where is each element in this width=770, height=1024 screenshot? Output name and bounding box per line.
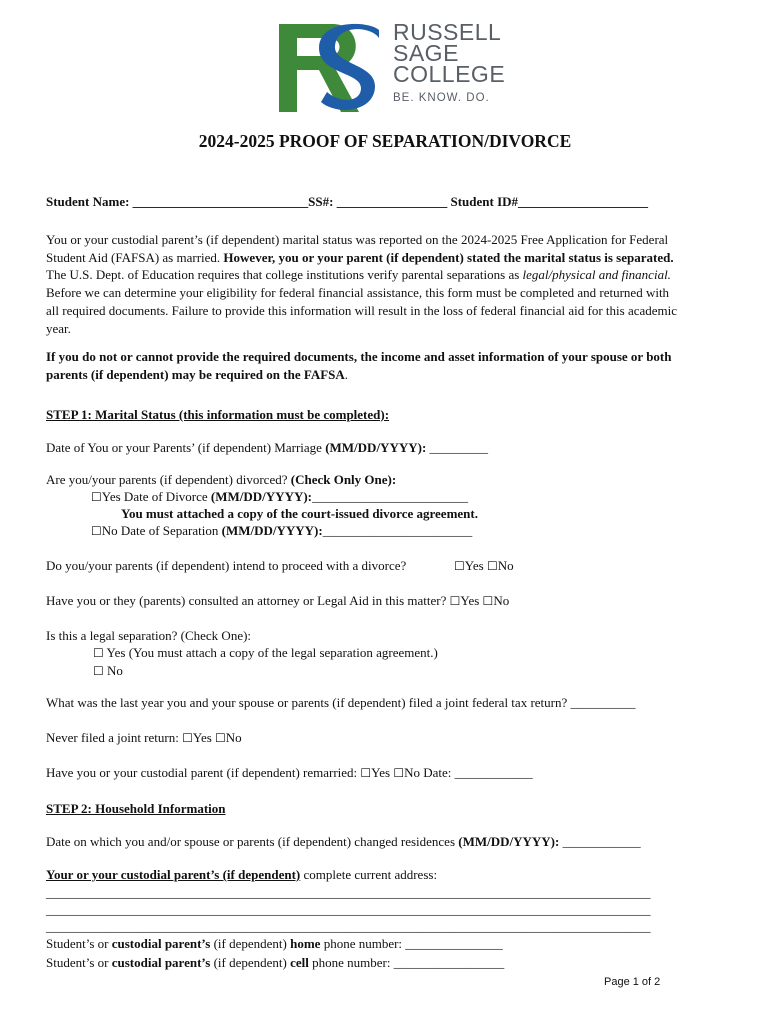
residence-change-line [46, 833, 641, 850]
legal-yes-line [93, 644, 438, 662]
divorce-date-label: Yes Date of Divorce [101, 489, 211, 504]
logo-line-sage: SAGE [393, 40, 459, 66]
address-label-emphasis: Your or your custodial parent’s (if dependent) [46, 867, 301, 882]
divorce-date-field[interactable]: ________________________ [312, 489, 469, 504]
date-format-label: (MM/DD/YYYY): [210, 489, 313, 504]
remarried-label: Have you or your custodial parent (if dependent) remarried: [46, 765, 361, 780]
separation-date-field[interactable]: _______________________ [322, 523, 473, 538]
legal-no-checkbox[interactable]: ☐ [93, 664, 104, 678]
separation-date-label: No Date of Separation [101, 523, 222, 538]
check-one-label: (Check Only One): [290, 472, 397, 487]
intend-divorce-question: Do you/your parents (if dependent) intend to proceed with a divorce? [46, 558, 407, 573]
cell-phone-line [46, 954, 504, 971]
divorced-no-checkbox[interactable]: ☐ [91, 524, 102, 538]
divorce-agreement-note: You must attached a copy of the court-issued divorce agreement. [121, 506, 478, 521]
attorney-yes-checkbox[interactable]: ☐ [449, 594, 461, 608]
intro-italic: legal/physical and financial. [522, 267, 671, 282]
student-name-field[interactable]: Student Name: ___________________________ [46, 194, 309, 209]
legal-yes-label: Yes (You must attach a copy of the legal separation agreement.) [103, 645, 438, 660]
cell-phone-bold: custodial parent’s [111, 955, 211, 970]
divorced-no-line [91, 522, 472, 540]
page-title: 2024-2025 PROOF OF SEPARATION/DIVORCE [198, 131, 572, 151]
rs-monogram-logo [275, 20, 385, 116]
marriage-date-line [46, 439, 488, 456]
remarried-line [46, 764, 533, 782]
date-format-label: (MM/DD/YYYY): [458, 834, 560, 849]
yes-label: Yes [192, 730, 216, 745]
home-phone-field[interactable]: phone number: _______________ [320, 936, 503, 951]
intro-line-2 [46, 249, 674, 266]
address-field-line-2[interactable]: _____________________________________________________________________________________________ [46, 902, 651, 917]
remarried-date-field[interactable]: No Date: ____________ [404, 765, 533, 780]
intro-line-5: all required documents. Failure to provide this information will result in the loss of federal financial aid for this academic [46, 303, 678, 318]
intro-line-4: Before we can determine your eligibility for federal financial assistance, this form must be completed and returned with [46, 285, 670, 300]
yes-label: Yes [371, 765, 394, 780]
no-label: No [225, 730, 242, 745]
intend-no-checkbox[interactable]: ☐ [486, 559, 498, 573]
no-label: No [493, 593, 510, 608]
step2-heading: STEP 2: Household Information [46, 801, 226, 816]
intend-yes-checkbox[interactable]: ☐ [454, 559, 465, 573]
yes-label: Yes [460, 593, 483, 608]
never-filed-line [46, 729, 242, 747]
divorced-question-text: Are you/your parents (if dependent) divorced? [46, 472, 291, 487]
cell-phone-bold: cell [290, 955, 309, 970]
cell-phone-text: (if dependent) [210, 955, 291, 970]
yes-label: Yes [464, 558, 487, 573]
intro-text: The U.S. Dept. of Education requires that college institutions verify parental separations as [46, 267, 523, 282]
cell-phone-text: Student’s or [46, 955, 112, 970]
home-phone-text: Student’s or [46, 936, 112, 951]
marriage-date-label: Date of You or your Parents’ (if dependent) Marriage [46, 440, 326, 455]
legal-no-label: No [103, 663, 123, 678]
warning-period: . [344, 367, 349, 382]
cell-phone-field[interactable]: phone number: _________________ [308, 955, 505, 970]
legal-no-line [93, 662, 123, 680]
address-field-line-3[interactable]: _____________________________________________________________________________________________ [46, 919, 651, 934]
warning-line-2 [46, 366, 348, 383]
logo-line-college: COLLEGE [393, 61, 506, 87]
joint-return-question: What was the last year you and your spouse or parents (if dependent) filed a joint federal tax return? __________ [46, 695, 636, 710]
date-format-label: (MM/DD/YYYY): [221, 523, 323, 538]
never-filed-yes-checkbox[interactable]: ☐ [182, 731, 193, 745]
attorney-question [46, 592, 509, 610]
home-phone-bold: custodial parent’s [111, 936, 211, 951]
home-phone-bold: home [290, 936, 321, 951]
warning-line-1: If you do not or cannot provide the required documents, the income and asset information of your spouse or both [46, 349, 672, 364]
residence-change-field[interactable]: ____________ [559, 834, 641, 849]
college-logo [275, 20, 515, 116]
attorney-question-text: Have you or they (parents) consulted an attorney or Legal Aid in this matter? [46, 593, 450, 608]
divorced-yes-line [91, 488, 468, 506]
ssn-field[interactable]: SS#: _________________ [308, 194, 448, 209]
legal-yes-checkbox[interactable]: ☐ [93, 646, 104, 660]
residence-change-label: Date on which you and/or spouse or parents (if dependent) changed residences [46, 834, 459, 849]
intro-emphasis: However, you or your parent (if dependent) stated the marital status is separated. [223, 250, 674, 265]
home-phone-text: (if dependent) [210, 936, 291, 951]
divorced-question [46, 471, 396, 488]
divorced-yes-checkbox[interactable]: ☐ [91, 490, 102, 504]
student-id-field[interactable]: Student ID#____________________ [450, 194, 649, 209]
intro-line-6: year. [46, 321, 71, 336]
date-format-label: (MM/DD/YYYY): [325, 440, 430, 455]
intro-line-1: You or your custodial parent’s (if dependent) marital status was reported on the 2024-2025 Free Application for Federal [46, 232, 669, 247]
intend-divorce-options [454, 557, 514, 575]
never-filed-label: Never filed a joint return: [46, 730, 183, 745]
intro-line-3 [46, 266, 671, 283]
remarried-yes-checkbox[interactable]: ☐ [360, 766, 372, 780]
step1-heading: STEP 1: Marital Status (this information must be completed): [46, 407, 390, 422]
attorney-no-checkbox[interactable]: ☐ [482, 594, 494, 608]
intro-text: Student Aid (FAFSA) as married. [46, 250, 224, 265]
logo-tagline: BE. KNOW. DO. [393, 92, 490, 104]
home-phone-line [46, 935, 503, 952]
address-field-line-1[interactable]: _____________________________________________________________________________________________ [46, 885, 651, 900]
address-label-line [46, 866, 437, 883]
never-filed-no-checkbox[interactable]: ☐ [215, 731, 226, 745]
student-info-line [46, 193, 648, 210]
page-number: Page 1 of 2 [604, 976, 661, 988]
logo-line-russell: RUSSELL [393, 19, 502, 45]
warning-text: parents (if dependent) may be required on the FAFSA [46, 367, 345, 382]
logo-wordmark [393, 19, 506, 104]
legal-separation-question: Is this a legal separation? (Check One): [46, 628, 252, 643]
remarried-no-checkbox[interactable]: ☐ [393, 766, 405, 780]
marriage-date-field[interactable]: _________ [429, 440, 489, 455]
address-label-text: complete current address: [300, 867, 438, 882]
no-label: No [497, 558, 514, 573]
